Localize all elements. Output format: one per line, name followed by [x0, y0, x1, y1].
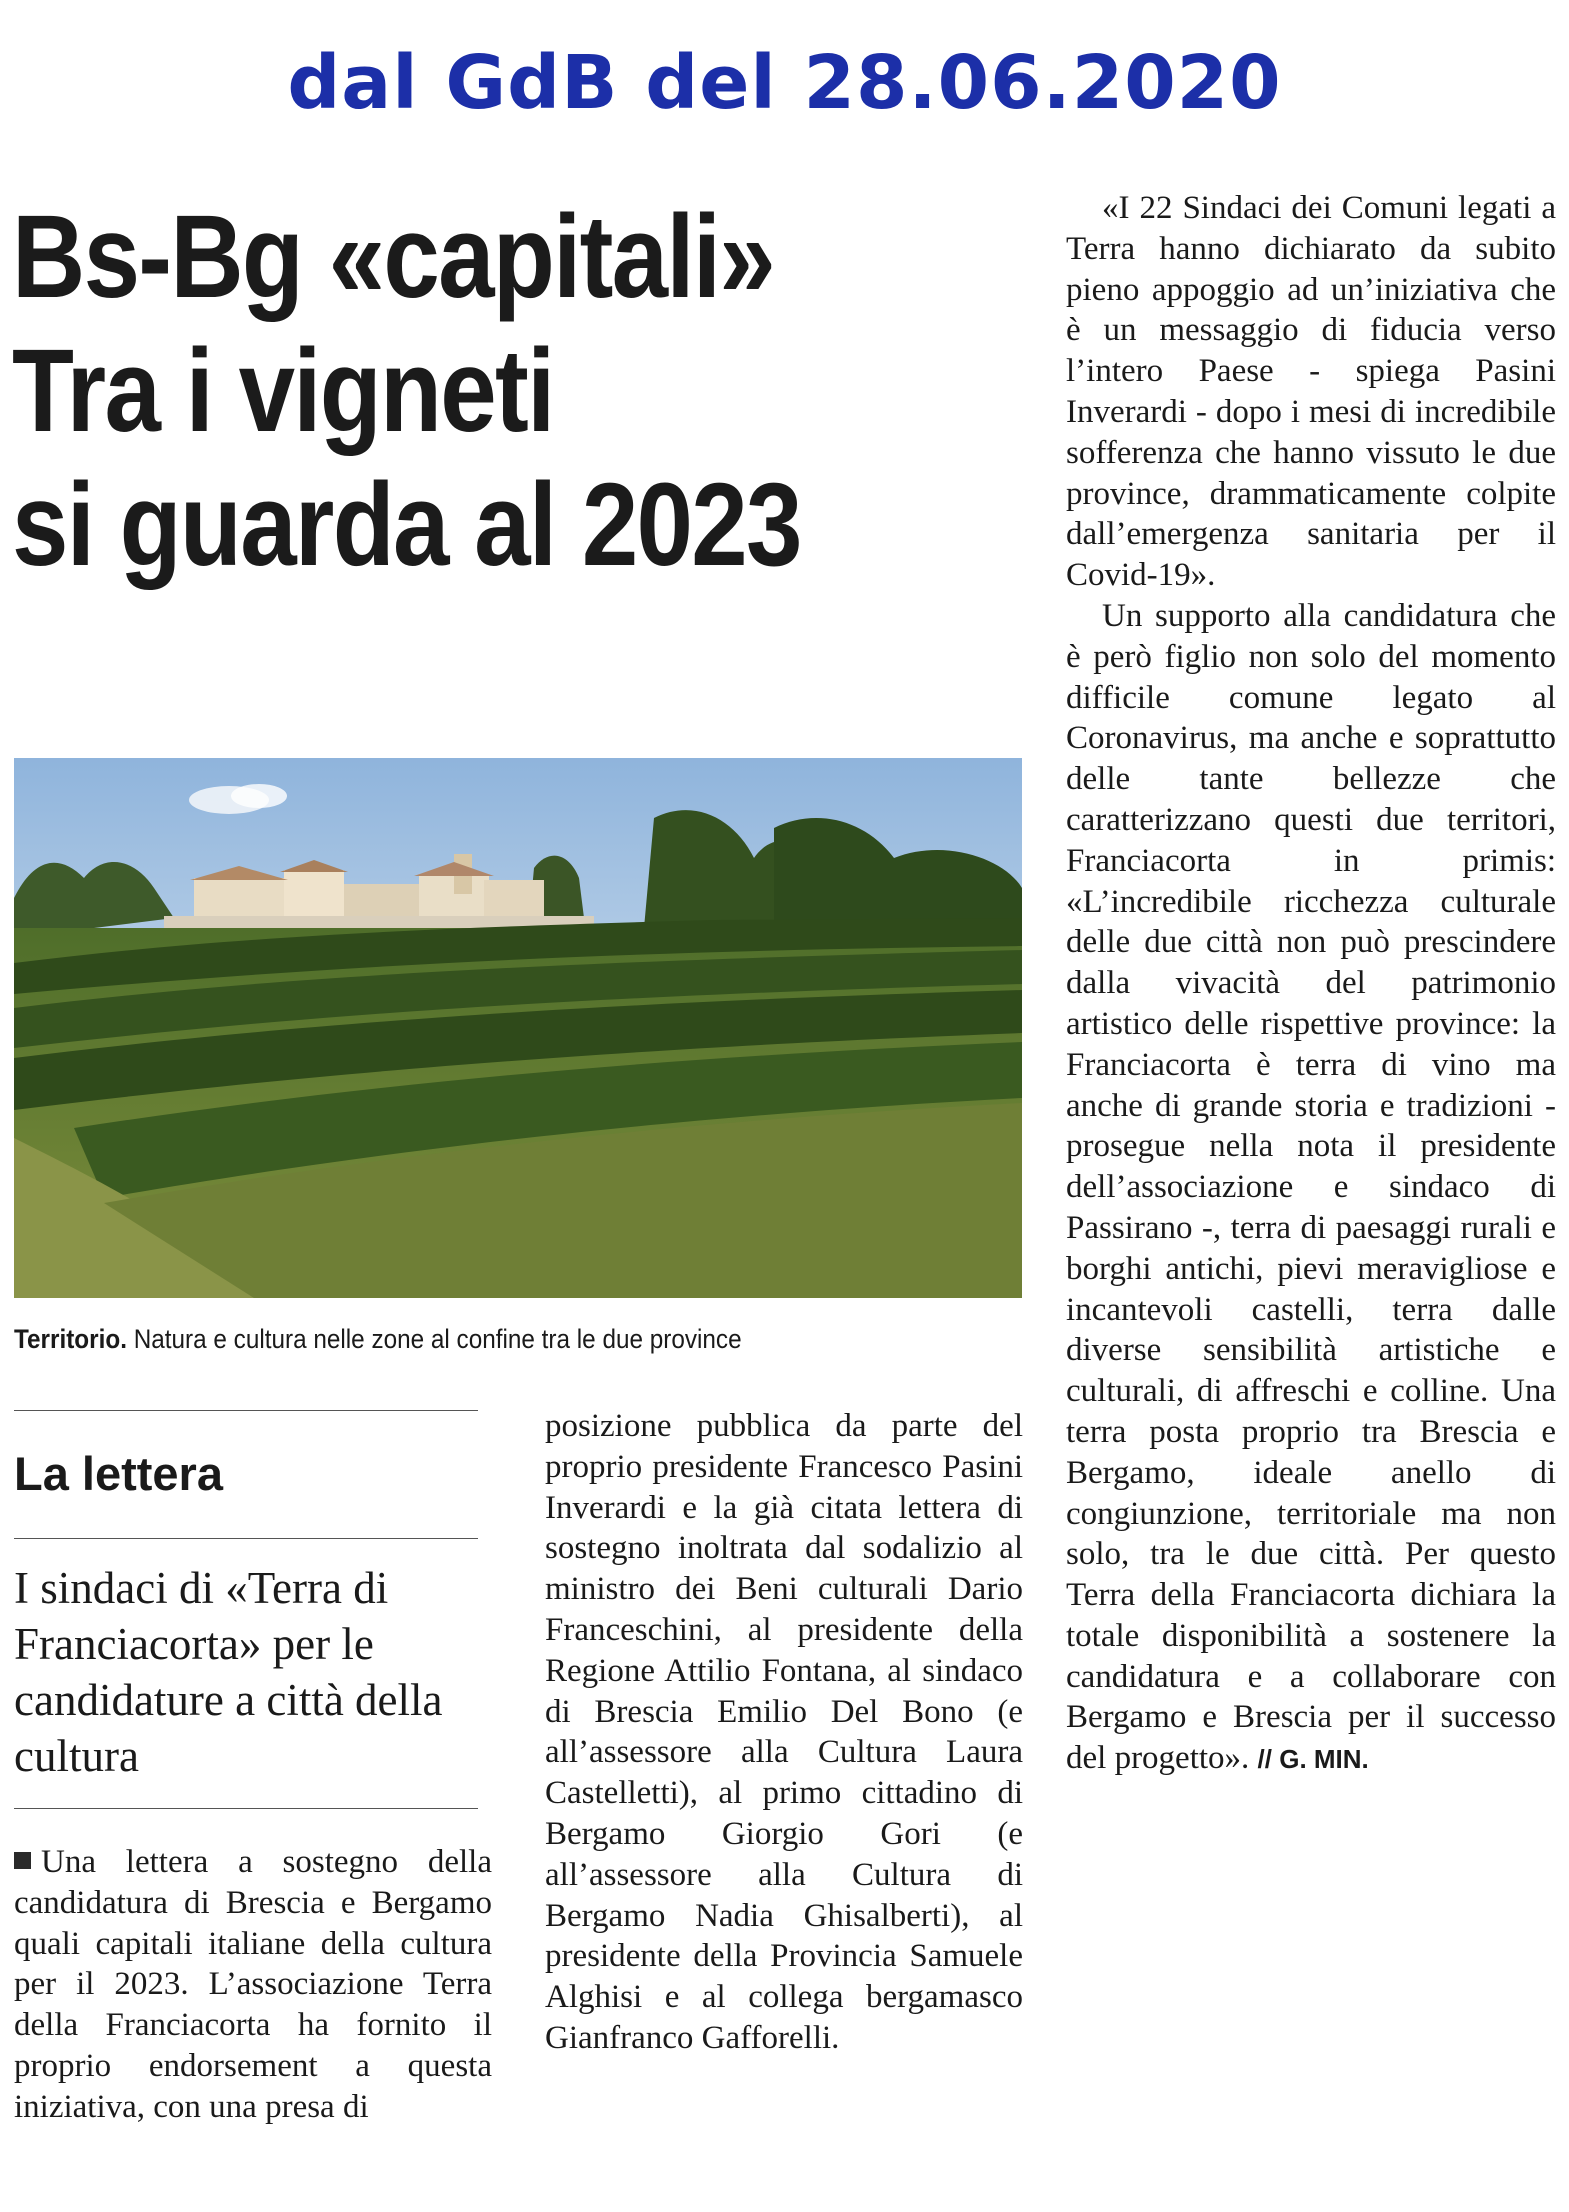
caption-label: Territorio. [14, 1324, 127, 1354]
headline [12, 190, 1022, 592]
caption-text: Natura e cultura nelle zone al confine tra le due province [126, 1324, 742, 1354]
article-column-1 [14, 1842, 492, 2128]
body-text-col1: Una lettera a sostegno della candidatura di Brescia e Bergamo quali capitali italiane della cultura per il 2023. L’associazione Terra della Franciacorta ha fornito il proprio endorsement a questa iniziativa, con una presa di [14, 1844, 492, 2125]
photo-caption [14, 1322, 923, 1356]
square-bullet-icon [14, 1852, 31, 1869]
headline-line-1: Bs-Bg «capitali» [12, 191, 775, 323]
subhead: I sindaci di «Terra di Franciacorta» per le candidature a città della cultura [14, 1563, 443, 1781]
article-column-2 [545, 1406, 1023, 2059]
body-paragraph-2: Un supporto alla candidatura che è però figlio non solo del momento difficile comune legato al Coronavirus, ma anche e soprattutto delle tante bellezze che caratterizzano questi due territori, Franciacorta in primis: «L’incredibile ricchezza culturale delle due città non può prescindere dalla vivacità del patrimonio artistico delle rispettive province: la Franciacorta è terra di vino ma anche di grande storia e tradizioni - prosegue nella nota il presidente dell’associazione e sindaco di Passirano -, terra di paesaggi rurali e borghi antichi, pievi meravigliose e incantevoli castelli, terra dalle diverse sensibilità artistiche e culturali, di affreschi e colline. Una terra posta proprio tra Brescia e Bergamo, ideale anello di congiunzione, territoriale ma non solo, tra le due città. Per questo Terra della Franciacorta dichiara la totale disponibilità a sostenere la candidatura e a collaborare con Bergamo e Brescia per il successo del progetto». [1066, 597, 1556, 1777]
article-column-3 [1066, 188, 1556, 1780]
author-signature: // G. MIN. [1257, 1744, 1369, 1775]
section-kicker: La lettera [14, 1447, 223, 1500]
body-text-col2: posizione pubblica da parte del proprio presidente Francesco Pasini Inverardi e la già citata lettera di sostegno inoltrata dal sodalizio al ministro dei Beni culturali Dario Franceschini, al presidente della Regione Attilio Fontana, al sindaco di Brescia Emilio Del Bono (e all’assessore alla Cultura Laura Castelletti), al primo cittadino di Bergamo Giorgio Gori (e all’assessore alla Cultura di Bergamo Nadia Ghisalberti), al presidente della Provincia Samuele Alghisi e al collega bergamasco Gianfranco Gafforelli. [545, 1408, 1023, 2056]
headline-line-2: Tra i vigneti [12, 325, 554, 457]
vineyard-photo [14, 758, 1022, 1298]
divider-top [14, 1410, 478, 1411]
headline-line-3: si guarda al 2023 [12, 459, 801, 591]
body-paragraph-1: «I 22 Sindaci dei Comuni legati a Terra hanno dichiarato da subito pieno appoggio ad un’iniziativa che è un messaggio di fiducia verso l’intero Paese - spiega Pasini Inverardi - dopo i mesi di incredibile sofferenza che hanno vissuto le due province, drammaticamente colpite dall’emergenza sanitaria per il Covid-19». [1066, 190, 1556, 594]
divider-bottom [14, 1808, 478, 1809]
divider-mid [14, 1538, 478, 1539]
masthead-date: dal GdB del 28.06.2020 [287, 40, 1282, 126]
